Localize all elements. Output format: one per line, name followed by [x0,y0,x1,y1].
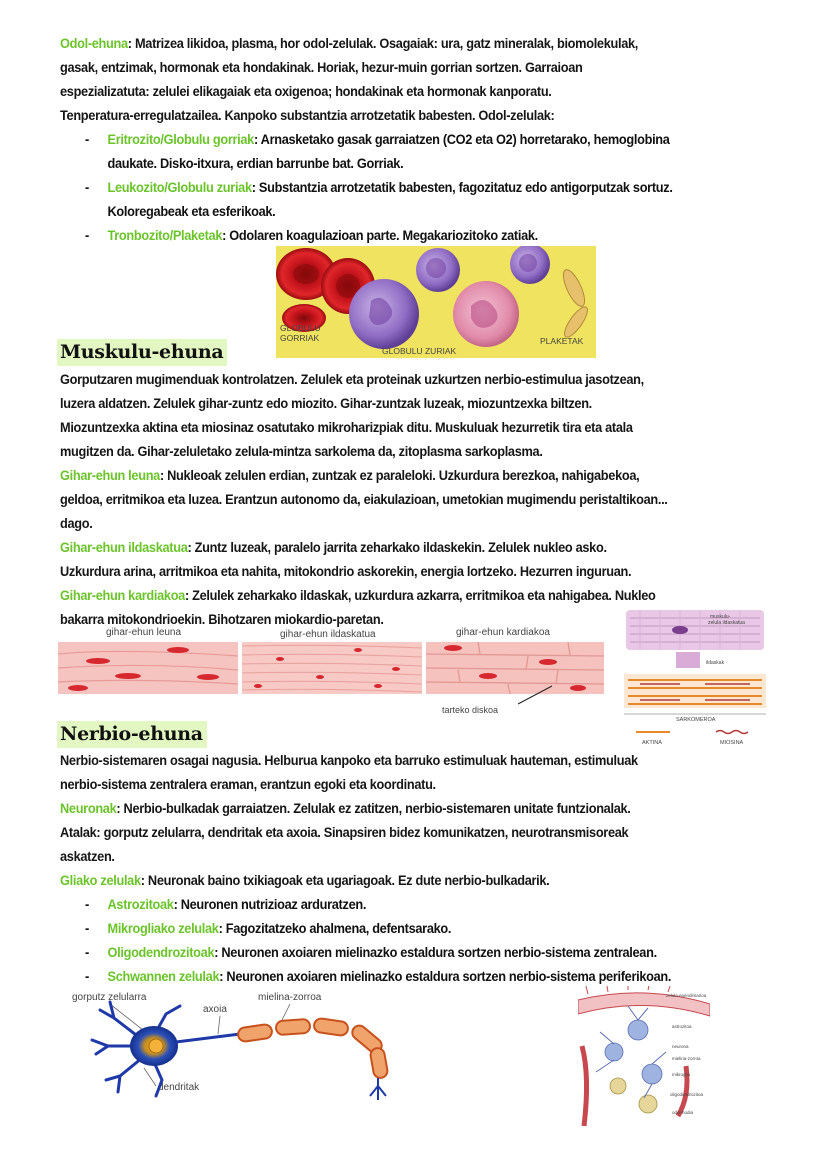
label-ildaskak: ildaskak [706,660,725,666]
glial-cells-figure [578,986,710,1132]
leuna-term: Gihar-ehun leuna [60,468,160,484]
label-mielina-zorroa: mielina-zorroa [258,992,322,1003]
list-bullet: - [85,228,89,244]
muskulu-line: mugitzen da. Gihar-zeluletako zelula-mintza sarkolema da, zitoplasma sarkoplasma. [60,444,543,460]
odol-paragraph-line-1 [60,32,807,56]
muscle-tissue-figure [58,624,606,716]
label-tarteko-diskoa: tarteko diskoa [442,705,499,715]
cardiac-muscle-panel [426,642,604,694]
list-item-term: Eritrozito/Globulu gorriak [107,132,254,148]
myelin-sheath [237,1018,388,1079]
gliako-line-1 [60,869,807,893]
ildaskatua-text: : Zuntz luzeak, paralelo jarrita zeharkako ildaskekin. Zelulek nukleo asko. [187,540,607,556]
label-kardiakoa: gihar-ehun kardiakoa [456,627,550,638]
label-glia: astrozitoa [672,1024,692,1029]
odol-term: Odol-ehuna [60,36,128,52]
list-item-text-cont: daukate. Disko-itxura, erdian barrunbe bat. Gorriak. [107,156,404,172]
skeletal-muscle-panel [242,642,422,694]
nerbio-line-2: nerbio-sistema zentralera eraman, erantzun egoki eta koordinatu. [60,777,436,793]
sarcomere-figure [620,604,770,748]
leuna-line-2: geldoa, erritmikoa eta luzea. Erantzun autonomo da, eiakulazioan, umetokian mugimendu peristaltikoan... [60,492,668,508]
label-globulu-gorriak-1: GLOBULU [280,323,321,333]
list-bullet: - [85,897,89,913]
neuronak-text: : Nerbio-bulkadak garraiatzen. Zelulak ez zatitzen, nerbio-sistemaren unitate funtzionalak. [116,801,631,817]
label-gorputz-zelularra: gorputz zelularra [72,992,147,1003]
list-item-term: Astrozitoak [107,897,174,913]
odol-intro: : Matrizea likidoa, plasma, hor odol-zelulak. Osagaiak: ura, gatz mineralak, biomolekulak, [127,36,639,52]
label-glia: odol-hodia [672,1110,694,1115]
list-item-text: : Odolaren koagulazioan parte. Megakariozitoko zatiak. [222,228,538,244]
label-axoia: axoia [203,1004,227,1015]
list-item-term: Schwannen zelulak [107,969,220,985]
smooth-muscle-panel [58,642,238,694]
muskulu-line: Gorputzaren mugimenduak kontrolatzen. Zelulek eta proteinak uzkurtzen nerbio-estimulua jasotzean, [60,372,644,388]
label-glia: neurona [672,1044,689,1049]
list-item-text: : Neuronen axoiaren mielinazko estaldura sortzen nerbio-sistema zentralean. [214,945,657,961]
odol-paragraph-line-3: espezializatuta: zelulei elikagaiak eta oxigenoa; hondakinak eta hormonak kanporatu. [60,84,552,100]
label-aktina: AKTINA [642,740,662,746]
label-plaketak: PLAKETAK [540,336,584,346]
neuronak-line-2: Atalak: gorputz zelularra, dendritak eta axoia. Sinapsiren bidez komunikatzen, neurotransmisoreak [60,825,629,841]
neuronak-term: Neuronak [60,801,117,817]
list-item-term: Leukozito/Globulu zuriak [107,180,252,196]
label-glia: mielina-zorroa [672,1056,701,1061]
section-heading-muskulu: Muskulu-ehuna [57,339,227,366]
list-bullet: - [85,180,89,196]
label-sarkomeroa: SARKOMEROA [676,717,716,723]
list-item-term: Tronbozito/Plaketak [107,228,223,244]
list-item-term: Oligodendrozitoak [107,945,215,961]
label-muskulu-zelula-2: zelula ildaskatua [708,620,745,626]
label-dendritak: dendritak [158,1082,200,1093]
list-item-term: Mikrogliako zelulak [107,921,219,937]
label-ildaskatua: gihar-ehun ildaskatua [280,629,376,640]
neuronak-line-1 [60,797,807,821]
odol-paragraph-line-2: gasak, entzimak, hormonak eta hondakinak. Horiak, hezur-muin gorrian sortzen. Garraioan [60,60,583,76]
label-glia: mikroglia [672,1072,691,1077]
kardiakoa-line-2: bakarra mitokondrioekin. Bihotzaren miokardio-paretan. [60,612,384,628]
axon-terminal [370,1078,386,1100]
blood-cells-figure [276,246,596,358]
list-bullet: - [85,921,89,937]
list-bullet: - [85,969,89,985]
neuron-figure [70,988,410,1106]
gliako-text: : Neuronak baino txikiagoak eta ugariagoak. Ez dute nerbio-bulkadarik. [140,873,550,889]
label-glia: zelula ependimarioa [666,993,707,998]
label-globulu-gorriak-2: GORRIAK [280,333,320,343]
ildaskatua-line-2: Uzkurdura arina, arritmikoa eta nahita, mitokondrio askorekin, energia lortzeko. Hezurren inguruan. [60,564,632,580]
label-miosina: MIOSINA [720,740,744,746]
list-item-text: : Neuronen nutrizioaz arduratzen. [173,897,367,913]
list-bullet: - [85,945,89,961]
muskulu-line: luzera aldatzen. Zelulek gihar-zuntz edo miozito. Gihar-zuntzak luzeak, miozuntzexka biltzen. [60,396,592,412]
nerbio-line-1: Nerbio-sistemaren osagai nagusia. Helburua kanpoko eta barruko estimuluak hauteman, estimuluak [60,753,638,769]
list-item-text: : Substantzia arrotzetatik babesten, fagozitatuz edo antigorputzak sortuz. [251,180,673,196]
label-leuna: gihar-ehun leuna [106,627,182,638]
list-item-text: : Fagozitatzeko ahalmena, defentsarako. [218,921,452,937]
neuronak-line-3: askatzen. [60,849,115,865]
label-glia: oligodendrozitoa [670,1092,704,1097]
ildaskatua-term: Gihar-ehun ildaskatua [60,540,188,556]
leuna-line-3: dago. [60,516,93,532]
label-globulu-zuriak: GLOBULU ZURIAK [382,346,457,356]
ildaskatua-line-1 [60,536,807,560]
label-muskulu-zelula-1: muskulu- [710,614,731,620]
list-item-text-cont: Koloregabeak eta esferikoak. [107,204,276,220]
kardiakoa-text: : Zelulek zeharkako ildaskak, uzkurdura azkarra, erritmikoa eta nahigabea. Nukleo [184,588,656,604]
nucleus [149,1039,163,1053]
odol-paragraph-line-4: Tenperatura-erregulatzailea. Kanpoko substantzia arrotzetatik babesten. Odol-zelulak: [60,108,555,124]
list-item-text: : Neuronen axoiaren mielinazko estaldura sortzen nerbio-sistema periferikoan. [219,969,672,985]
kardiakoa-term: Gihar-ehun kardiakoa [60,588,185,604]
leuna-text: : Nukleoak zelulen erdian, zuntzak ez paraleloki. Uzkurdura berezkoa, nahigabekoa, [159,468,640,484]
list-bullet: - [85,132,89,148]
muskulu-line: Miozuntzexka aktina eta miosinaz osatutako mikroharizpiak ditu. Muskuluak hezurretik tira eta atala [60,420,633,436]
gliako-term: Gliako zelulak [60,873,141,889]
list-item-text: : Arnasketako gasak garraiatzen (CO2 eta O2) horretarako, hemoglobina [253,132,670,148]
section-heading-nerbio: Nerbio-ehuna [57,721,207,748]
leuna-line-1 [60,464,807,488]
